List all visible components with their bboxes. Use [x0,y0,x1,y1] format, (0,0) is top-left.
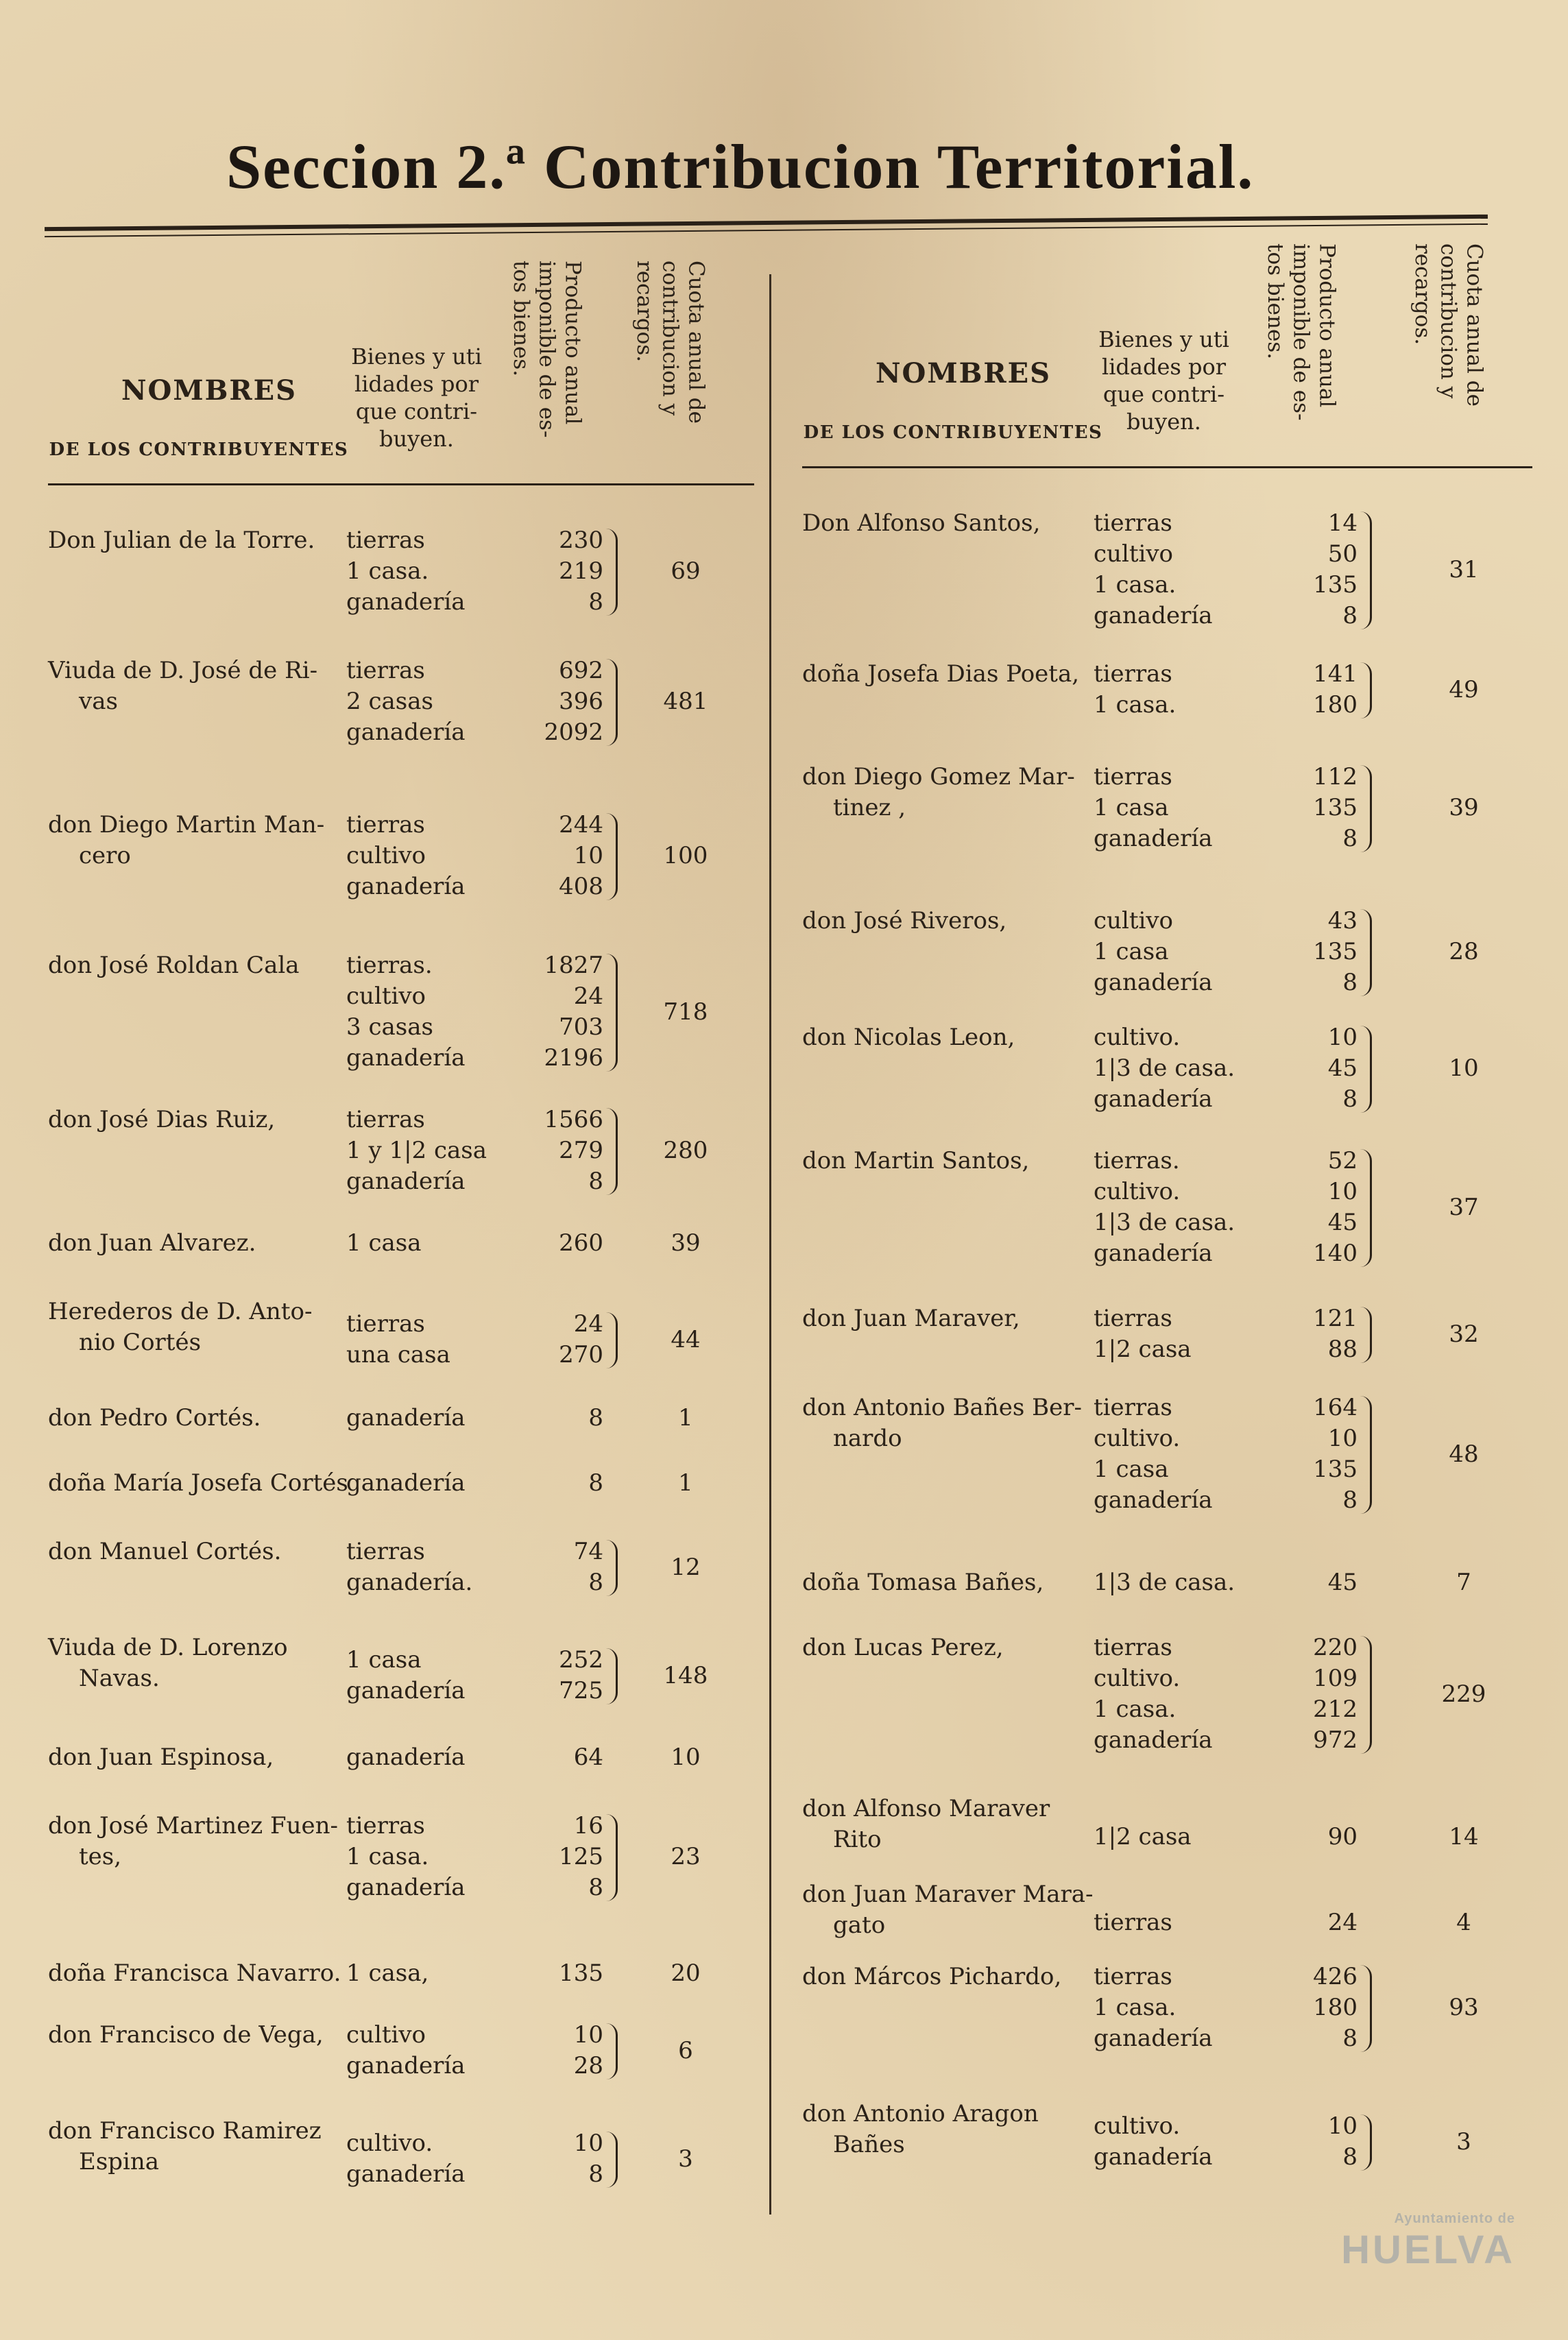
bienes-item: ganadería [346,1469,466,1497]
producto-value: 279 [559,1137,603,1164]
producto-value: 1566 [544,1106,603,1133]
bienes-item: una casa [346,1341,450,1368]
bienes-item: ganadería [346,1044,466,1072]
contribuyente-name: Herederos de D. Anto- [48,1298,313,1325]
cuota-value: 20 [671,1959,701,1987]
cuota-value: 1 [678,1469,693,1497]
bienes-item: tierras [1094,1394,1172,1421]
producto-value: 24 [573,982,603,1010]
header-cuota: Cuota anual de contribucion y recargos. [631,261,709,424]
bienes-item: ganadería [346,719,466,746]
cuota-value: 44 [671,1325,701,1353]
producto-value: 43 [1327,907,1358,934]
cuota-value: 280 [663,1137,708,1164]
producto-value: 8 [1342,1085,1358,1113]
contribuyente-name: doña Tomasa Bañes, [802,1569,1044,1596]
producto-value: 220 [1313,1634,1358,1661]
cuota-value: 7 [1456,1569,1471,1596]
contribuyente-name: doña Josefa Dias Poeta, [802,660,1080,688]
cuota-value: 148 [663,1661,708,1689]
header-rule [48,483,754,485]
bienes-item: 1 y 1|2 casa [346,1137,487,1164]
contribuyente-name: don Diego Martin Man- [48,811,325,839]
grouping-brace [606,1312,618,1368]
grouping-brace [1360,1396,1372,1514]
producto-value: 135 [1313,1456,1358,1483]
column-divider [769,274,771,2215]
bienes-item: ganadería [346,1677,466,1704]
contribuyente-name: Don Alfonso Santos, [802,509,1041,537]
bienes-item: 3 casas [346,1013,433,1041]
bienes-item: 1|3 de casa. [1094,1569,1235,1596]
bienes-item: ganadería [1094,1486,1213,1514]
archive-stamp [1282,2211,1515,2321]
cuota-value: 39 [671,1229,701,1257]
grouping-brace [606,954,618,1072]
cuota-value: 14 [1449,1822,1479,1850]
grouping-brace [1360,1149,1372,1267]
bienes-item: tierras [1094,509,1172,537]
producto-value: 125 [559,1843,603,1870]
header-bienes: Bienes y uti lidades por que contri- buyen. [1098,326,1229,435]
producto-value: 45 [1327,1569,1358,1596]
bienes-item: cultivo. [1094,1425,1181,1452]
contribuyente-name: don Juan Espinosa, [48,1744,274,1771]
producto-value: 24 [1327,1908,1358,1936]
producto-value: 164 [1313,1394,1358,1421]
bienes-item: 1 casa. [1094,1696,1177,1723]
producto-value: 135 [1313,938,1358,965]
bienes-item: tierras [1094,1634,1172,1661]
grouping-brace [1360,765,1372,852]
bienes-item: tierras [346,1812,425,1840]
bienes-item: ganadería [1094,1240,1213,1267]
producto-value: 270 [559,1341,603,1368]
bienes-item: 1|2 casa [1094,1336,1192,1363]
header-contribuyentes: DE LOS CONTRIBUYENTES [49,439,349,460]
cuota-value: 28 [1449,938,1479,965]
cuota-value: 93 [1449,1994,1479,2021]
producto-value: 692 [559,657,603,684]
cuota-value: 37 [1449,1193,1479,1221]
bienes-item: 1|3 de casa. [1094,1209,1235,1236]
producto-value: 252 [559,1646,603,1674]
producto-value: 10 [573,2130,603,2157]
producto-value: 50 [1327,540,1358,568]
header-producto: Producto anual imponible de es- tos bienes. [508,261,586,438]
cuota-value: 229 [1441,1680,1486,1708]
producto-value: 408 [559,873,603,900]
grouping-brace [1360,662,1372,719]
producto-value: 90 [1327,1822,1358,1850]
cuota-value: 32 [1449,1320,1479,1348]
producto-value: 703 [559,1013,603,1041]
producto-value: 52 [1327,1147,1358,1174]
contribuyente-name: Rito [833,1826,882,1853]
producto-value: 180 [1313,1994,1358,2021]
bienes-item: tierras [346,1538,425,1565]
bienes-item: tierras [346,811,425,839]
cuota-value: 23 [671,1843,701,1870]
bienes-item: tierras [346,527,425,554]
grouping-brace [606,1814,618,1901]
bienes-item: ganadería [1094,2143,1213,2171]
producto-value: 8 [588,1168,603,1195]
producto-value: 10 [573,842,603,869]
contribuyente-name: tinez , [833,794,906,821]
bienes-item: ganadería [1094,1726,1213,1754]
contribuyente-name: don Nicolas Leon, [802,1024,1015,1051]
grouping-brace [606,1648,618,1704]
bienes-item: ganadería. [346,1569,473,1596]
contribuyente-name: don Antonio Aragon [802,2100,1039,2127]
producto-value: 45 [1327,1054,1358,1082]
bienes-item: tierras [1094,763,1172,791]
contribuyente-name: doña María Josefa Cortés [48,1469,348,1497]
contribuyente-name: don Francisco Ramirez [48,2117,322,2145]
header-producto: Producto anual imponible de es- tos bienes. [1262,243,1340,421]
bienes-item: 1 casa [1094,794,1169,821]
contribuyente-name: don Lucas Perez, [802,1634,1004,1661]
bienes-item: tierras [346,657,425,684]
cuota-value: 10 [671,1744,701,1771]
cuota-value: 718 [663,998,708,1026]
cuota-value: 3 [678,2145,693,2173]
contribuyente-name: don José Dias Ruiz, [48,1106,276,1133]
grouping-brace [1360,1307,1372,1363]
contribuyente-name: don Juan Alvarez. [48,1229,256,1257]
contribuyente-name: Navas. [79,1665,160,1692]
bienes-item: 1 casa [346,1646,422,1674]
producto-value: 10 [573,2021,603,2049]
bienes-item: tierras [346,1106,425,1133]
bienes-item: cultivo [346,982,426,1010]
bienes-item: tierras. [1094,1147,1180,1174]
header-rule [802,466,1532,468]
contribuyente-name: don Antonio Bañes Ber- [802,1394,1082,1421]
contribuyente-name: don Juan Maraver Mara- [802,1881,1094,1908]
contribuyente-name: don Martin Santos, [802,1147,1030,1174]
contribuyente-name: don Manuel Cortés. [48,1538,282,1565]
producto-value: 8 [588,588,603,616]
bienes-item: 1 casa [1094,1456,1169,1483]
producto-value: 8 [588,1469,603,1497]
bienes-item: tierras [1094,660,1172,688]
producto-value: 8 [1342,825,1358,852]
producto-value: 8 [1342,602,1358,629]
producto-value: 10 [1327,2112,1358,2140]
contribuyente-name: Don Julian de la Torre. [48,527,315,554]
contribuyente-name: Viuda de D. Lorenzo [48,1634,288,1661]
producto-value: 121 [1313,1305,1358,1332]
producto-value: 45 [1327,1209,1358,1236]
producto-value: 8 [588,2160,603,2188]
bienes-item: 1|3 de casa. [1094,1054,1235,1082]
bienes-item: cultivo. [1094,2112,1181,2140]
bienes-item: cultivo [1094,907,1174,934]
grouping-brace [606,659,618,746]
producto-value: 14 [1327,509,1358,537]
contribuyente-name: Espina [79,2148,160,2175]
stamp-caption: Ayuntamiento de [1394,2211,1515,2226]
contribuyente-name: vas [79,688,118,715]
grouping-brace [606,1540,618,1596]
header-bienes: Bienes y uti lidades por que contri- buyen. [351,343,482,452]
cuota-value: 10 [1449,1054,1479,1082]
grouping-brace [1360,909,1372,996]
cuota-value: 1 [678,1404,693,1432]
bienes-item: tierras. [346,952,433,979]
cuota-value: 69 [671,557,701,585]
cuota-value: 481 [663,688,708,715]
bienes-item: 1 casa [1094,938,1169,965]
producto-value: 135 [559,1959,603,1987]
contribuyente-name: Viuda de D. José de Ri- [48,657,318,684]
bienes-item: cultivo [346,842,426,869]
bienes-item: ganadería [346,2052,466,2079]
bienes-item: tierras [1094,1305,1172,1332]
producto-value: 8 [1342,1486,1358,1514]
producto-value: 8 [1342,2143,1358,2171]
header-cuota: Cuota anual de contribucion y recargos. [1410,243,1487,407]
producto-value: 24 [573,1310,603,1338]
cuota-value: 48 [1449,1440,1479,1468]
contribuyente-name: don José Martinez Fuen- [48,1812,339,1840]
grouping-brace [606,2132,618,2188]
producto-value: 88 [1327,1336,1358,1363]
stamp-city: HUELVA [1341,2228,1515,2272]
bienes-item: ganadería [1094,969,1213,996]
bienes-item: 1 casa. [1094,691,1177,719]
producto-value: 972 [1313,1726,1358,1754]
bienes-item: cultivo. [1094,1024,1181,1051]
bienes-item: ganadería [346,1168,466,1195]
producto-value: 140 [1313,1240,1358,1267]
producto-value: 74 [573,1538,603,1565]
grouping-brace [606,529,618,616]
cuota-value: 12 [671,1553,701,1581]
contribuyente-name: cero [79,842,131,869]
grouping-brace [606,813,618,900]
bienes-item: ganadería [346,1404,466,1432]
contribuyente-name: nardo [833,1425,902,1452]
bienes-item: tierras [1094,1908,1172,1936]
producto-value: 8 [1342,2025,1358,2052]
cuota-value: 31 [1449,555,1479,583]
bienes-item: 1 casa. [1094,1994,1177,2021]
header-nombres: NOMBRES [121,374,298,407]
contribuyente-name: don Pedro Cortés. [48,1404,261,1432]
contribuyente-name: Bañes [833,2131,905,2158]
producto-value: 10 [1327,1024,1358,1051]
contribuyente-name: don Márcos Pichardo, [802,1963,1062,1990]
grouping-brace [1360,1636,1372,1754]
contribuyente-name: don Juan Maraver, [802,1305,1020,1332]
cuota-value: 6 [678,2036,693,2064]
bienes-item: ganadería [346,2160,466,2188]
bienes-item: ganadería [1094,602,1213,629]
grouping-brace [606,2023,618,2079]
grouping-brace [1360,1026,1372,1113]
bienes-item: ganadería [346,1874,466,1901]
producto-value: 219 [559,557,603,585]
producto-value: 8 [1342,969,1358,996]
bienes-item: cultivo. [1094,1178,1181,1205]
bienes-item: cultivo [346,2021,426,2049]
producto-value: 10 [1327,1425,1358,1452]
bienes-item: 2 casas [346,688,433,715]
bienes-item: cultivo. [346,2130,433,2157]
bienes-item: 1 casa, [346,1959,429,1987]
producto-value: 135 [1313,571,1358,599]
cuota-value: 4 [1456,1908,1471,1936]
bienes-item: 1 casa. [346,557,429,585]
producto-value: 112 [1313,763,1358,791]
producto-value: 426 [1313,1963,1358,1990]
bienes-item: ganadería [346,588,466,616]
producto-value: 725 [559,1677,603,1704]
producto-value: 244 [559,811,603,839]
producto-value: 212 [1313,1696,1358,1723]
producto-value: 109 [1313,1665,1358,1692]
producto-value: 230 [559,527,603,554]
contribuyente-name: don Diego Gomez Mar- [802,763,1075,791]
contribuyente-name: don José Riveros, [802,907,1007,934]
bienes-item: 1 casa. [1094,571,1177,599]
producto-value: 260 [559,1229,603,1257]
contribuyente-name: don Francisco de Vega, [48,2021,324,2049]
bienes-item: cultivo. [1094,1665,1181,1692]
bienes-item: tierras [1094,1963,1172,1990]
contribuyente-name: don Alfonso Maraver [802,1795,1050,1822]
bienes-item: ganadería [1094,1085,1213,1113]
contribuyente-name: nio Cortés [79,1329,202,1356]
producto-value: 1827 [544,952,603,979]
producto-value: 2196 [544,1044,603,1072]
grouping-brace [1360,511,1372,629]
header-nombres: NOMBRES [875,357,1052,389]
grouping-brace [1360,1965,1372,2052]
producto-value: 8 [588,1874,603,1901]
grouping-brace [1360,2114,1372,2171]
producto-value: 8 [588,1404,603,1432]
bienes-item: ganadería [1094,825,1213,852]
bienes-item: ganadería [1094,2025,1213,2052]
bienes-item: ganadería [346,873,466,900]
cuota-value: 39 [1449,794,1479,821]
cuota-value: 100 [663,842,708,869]
bienes-item: ganadería [346,1744,466,1771]
header-contribuyentes: DE LOS CONTRIBUYENTES [803,422,1103,443]
grouping-brace [606,1108,618,1195]
cuota-value: 49 [1449,675,1479,703]
producto-value: 135 [1313,794,1358,821]
producto-value: 396 [559,688,603,715]
producto-value: 10 [1327,1178,1358,1205]
producto-value: 16 [573,1812,603,1840]
producto-value: 2092 [544,719,603,746]
bienes-item: 1|2 casa [1094,1822,1192,1850]
cuota-value: 3 [1456,2127,1471,2156]
bienes-item: cultivo [1094,540,1174,568]
producto-value: 28 [573,2052,603,2079]
page-title: Seccion 2.ª Contribucion Territorial. [226,132,1255,202]
contribuyente-name: gato [833,1911,886,1939]
contribuyente-name: don José Roldan Cala [48,952,300,979]
bienes-item: 1 casa. [346,1843,429,1870]
bienes-item: tierras [346,1310,425,1338]
producto-value: 64 [573,1744,603,1771]
contribuyente-name: doña Francisca Navarro. [48,1959,341,1987]
producto-value: 141 [1313,660,1358,688]
contribuyente-name: tes, [79,1843,122,1870]
producto-value: 180 [1313,691,1358,719]
producto-value: 8 [588,1569,603,1596]
bienes-item: 1 casa [346,1229,422,1257]
